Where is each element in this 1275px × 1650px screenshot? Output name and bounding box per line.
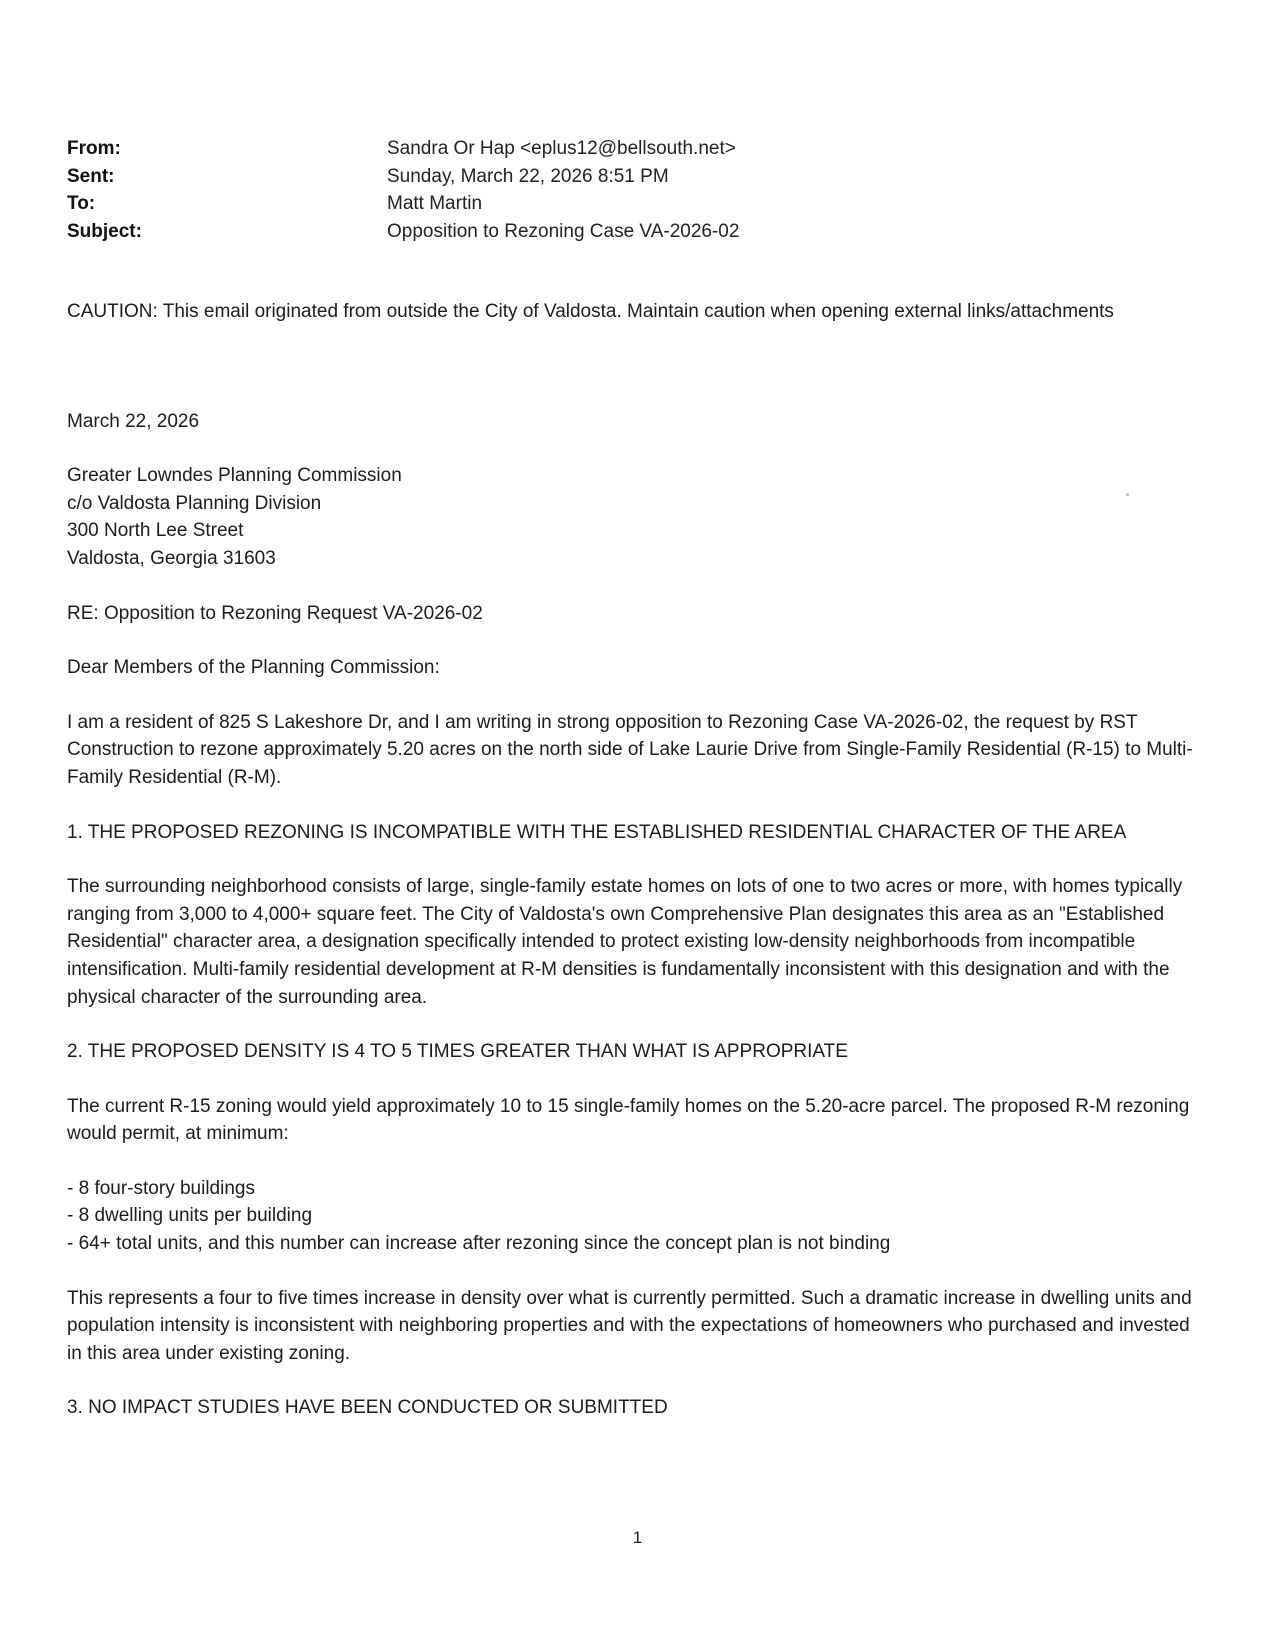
address-line: Valdosta, Georgia 31603 xyxy=(67,547,276,569)
salutation: Dear Members of the Planning Commission: xyxy=(67,657,440,679)
density-list xyxy=(67,1175,1197,1258)
address-line: Greater Lowndes Planning Commission xyxy=(67,465,402,487)
section-2-paragraph-2: This represents a four to five times increase in density over what is currently permitted. Such a dramatic increase in dwelling units and population intensity is inconsistent with neighboring properties and with the expectations of homeowners who purchased and invested in this area under existing zoning. xyxy=(67,1287,1192,1364)
intro-paragraph: I am a resident of 825 S Lakeshore Dr, and I am writing in strong opposition to Rezoning Case VA-2026-02, the request by RST Construction to rezone approximately 5.20 acres on the north side of Lake Laurie Drive from Single-Family Residential (R-15) to Multi-Family Residential (R-M). xyxy=(67,711,1193,788)
header-sent-row xyxy=(67,163,967,191)
re-line: RE: Opposition to Rezoning Request VA-2026-02 xyxy=(67,602,483,624)
section-2-heading: 2. THE PROPOSED DENSITY IS 4 TO 5 TIMES GREATER THAN WHAT IS APPROPRIATE xyxy=(67,1041,848,1063)
address-line: 300 North Lee Street xyxy=(67,520,244,542)
page-number: 1 xyxy=(632,1528,643,1547)
header-subject-row xyxy=(67,218,967,246)
from-value: Sandra Or Hap <eplus12@bellsouth.net> xyxy=(387,138,736,159)
section-1-heading: 1. THE PROPOSED REZONING IS INCOMPATIBLE WITH THE ESTABLISHED RESIDENTIAL CHARACTER OF THE AREA xyxy=(67,821,1127,843)
sent-value: Sunday, March 22, 2026 8:51 PM xyxy=(387,165,669,187)
list-item: - 8 dwelling units per building xyxy=(67,1205,313,1227)
address-line: c/o Valdosta Planning Division xyxy=(67,492,322,514)
subject-value: Opposition to Rezoning Case VA-2026-02 xyxy=(387,220,740,242)
letter-body xyxy=(67,298,1197,1422)
recipient-address xyxy=(67,462,1197,572)
header-from-row xyxy=(67,135,967,163)
section-3-heading: 3. NO IMPACT STUDIES HAVE BEEN CONDUCTED OR SUBMITTED xyxy=(67,1397,668,1419)
sent-label: Sent: xyxy=(67,165,115,187)
section-2-paragraph: The current R-15 zoning would yield approximately 10 to 15 single-family homes on the 5.20-acre parcel. The proposed R-M rezoning would permit, at minimum: xyxy=(67,1095,1190,1145)
email-header xyxy=(67,135,967,245)
to-value: Matt Martin xyxy=(387,193,483,214)
section-1-paragraph: The surrounding neighborhood consists of large, single-family estate homes on lots of one to two acres or more, with homes typically ranging from 3,000 to 4,000+ square feet. The City of Valdosta's own Comprehensive Plan designates this area as an "Established Residential" character area, a designation specifically intended to protect existing low-density neighborhoods from incompatible intensification. Multi-family residential development at R-M densities is fundamentally inconsistent with this designation and with the physical character of the surrounding area. xyxy=(67,876,1183,1008)
list-item: - 64+ total units, and this number can increase after rezoning since the concept plan is not binding xyxy=(67,1233,891,1255)
subject-label: Subject: xyxy=(67,220,142,242)
letter-date: March 22, 2026 xyxy=(67,410,200,432)
header-to-row xyxy=(67,190,967,218)
from-label: From: xyxy=(67,138,121,159)
caution-notice: CAUTION: This email originated from outside the City of Valdosta. Maintain caution when opening external links/attachments xyxy=(67,301,1114,322)
list-item: - 8 four-story buildings xyxy=(67,1177,255,1199)
to-label: To: xyxy=(67,193,96,214)
